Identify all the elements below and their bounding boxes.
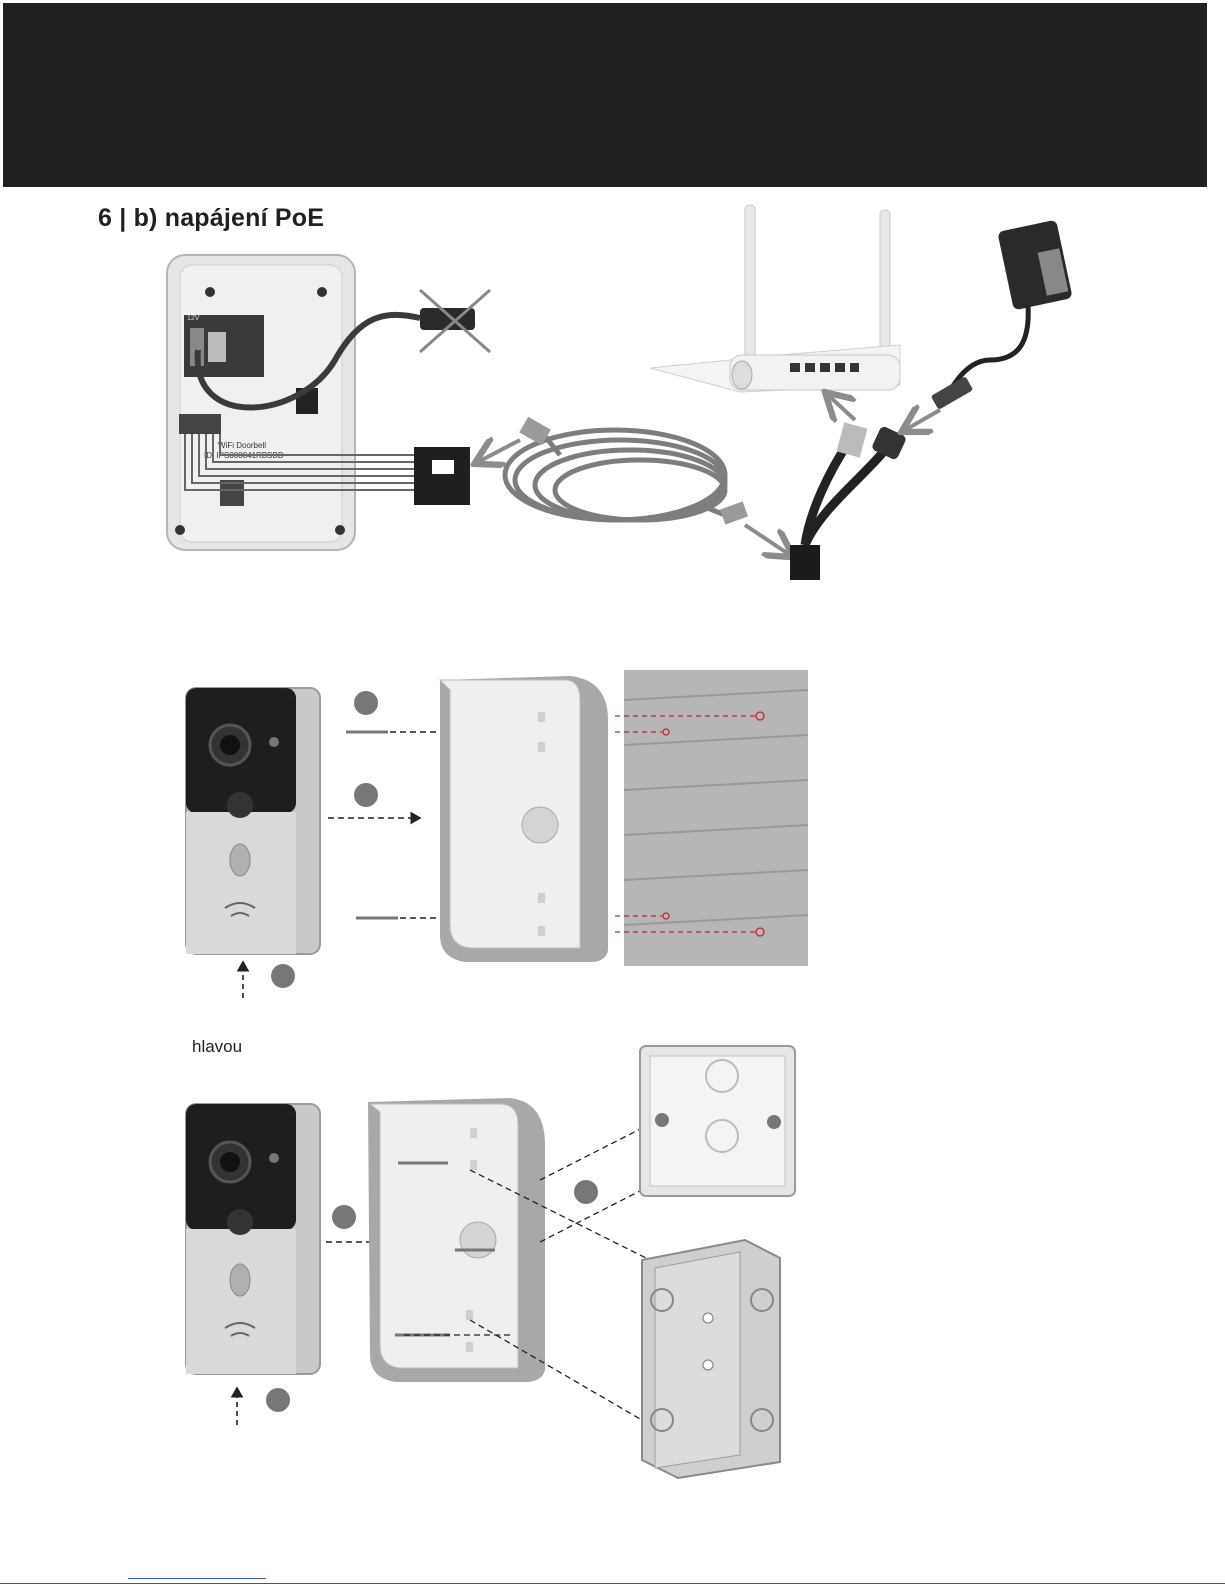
- footer-rule: [0, 1583, 1225, 1584]
- poe-splitter-icon: [790, 422, 907, 580]
- poe-wiring-diagram: [0, 190, 1225, 610]
- doorbell-front: [186, 1104, 320, 1374]
- plastic-junction-box: [640, 1046, 795, 1196]
- step-marker: [271, 964, 295, 988]
- router-icon: [650, 205, 900, 392]
- doorbell-label: WiFi Doorbell: [218, 441, 267, 450]
- back-box: [368, 1098, 545, 1382]
- caption-text: hlavou: [192, 1037, 243, 1056]
- wall-texture: [624, 670, 808, 966]
- wall-mount-diagram: [0, 660, 1225, 1010]
- step-marker: [574, 1180, 598, 1204]
- device-id: ID: IPS008841RBSBD: [204, 451, 284, 460]
- footer-link[interactable]: [128, 1578, 266, 1579]
- back-box: [440, 676, 608, 962]
- step-marker: [354, 783, 378, 807]
- board-voltage-label: 12V: [187, 315, 200, 322]
- ethernet-cable-coil-icon: [505, 430, 725, 520]
- metal-junction-box: [642, 1240, 780, 1478]
- step-marker: [266, 1388, 290, 1412]
- doorbell-back-panel: [167, 255, 355, 550]
- step-marker: [354, 691, 378, 715]
- dc-plug-crossed-icon: [420, 290, 490, 352]
- doorbell-front: [186, 688, 320, 954]
- power-adapter-icon: [931, 220, 1073, 410]
- section-title: 6 | b) napájení PoE: [98, 204, 325, 232]
- rj45-jack: [414, 447, 470, 505]
- header-band: [3, 3, 1207, 187]
- step-marker: [332, 1205, 356, 1229]
- junction-box-mount-diagram: [0, 1040, 1225, 1480]
